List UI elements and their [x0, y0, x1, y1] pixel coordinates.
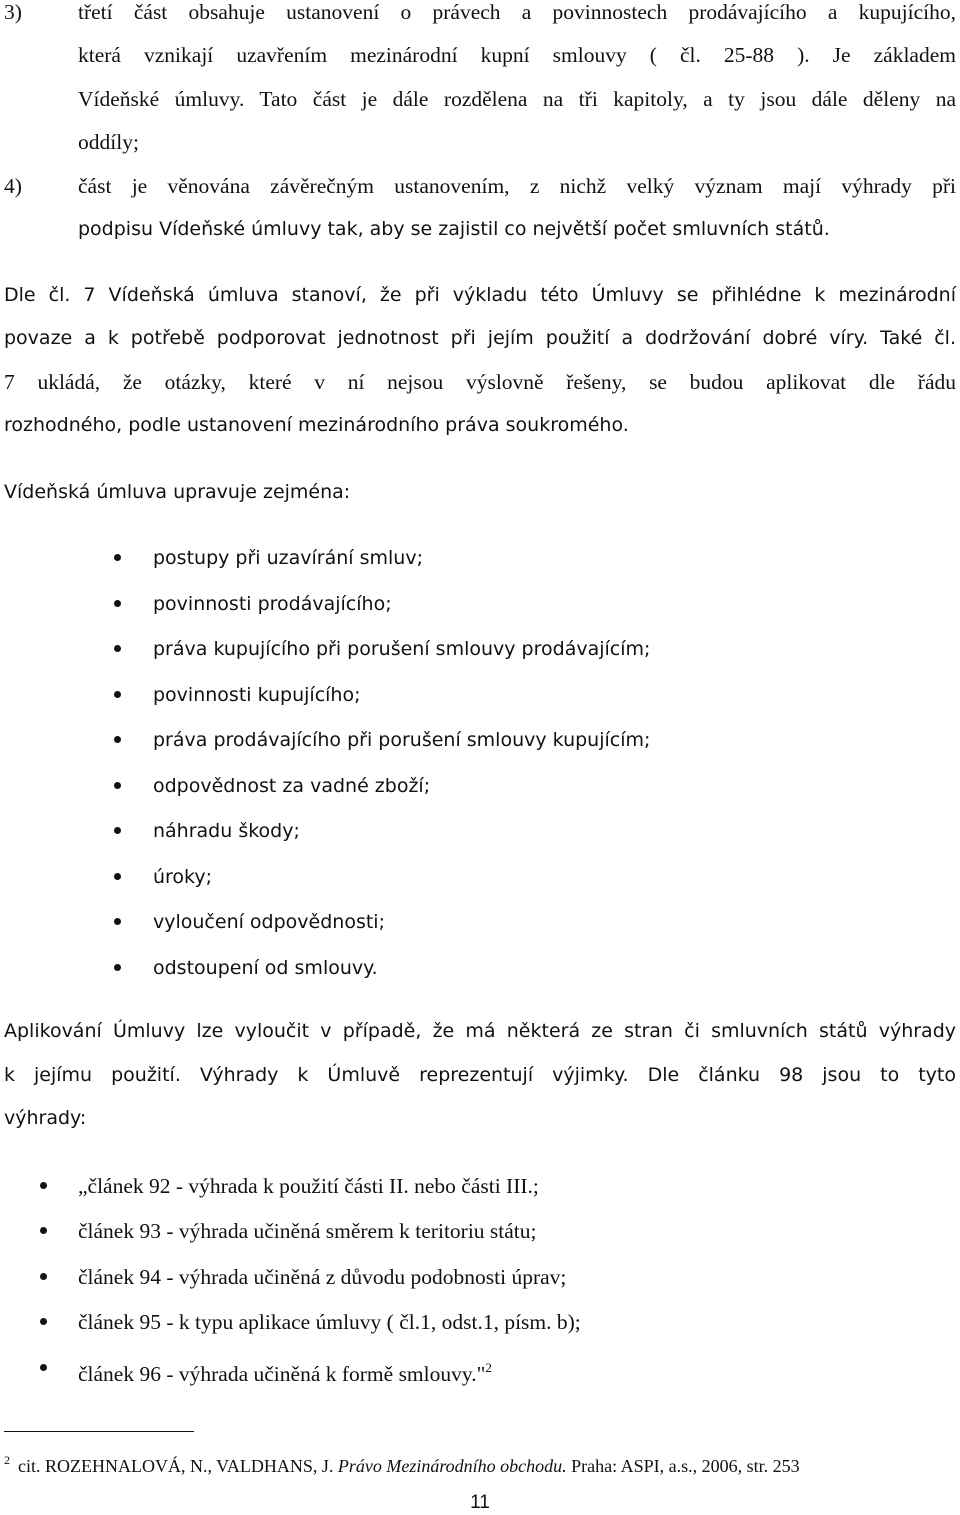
- list-item-text: „článek 92 - výhrada k použití části II. nebo části III.;: [78, 1174, 539, 1198]
- bullet-icon: [40, 1364, 47, 1371]
- list-item-text: odpovědnost za vadné zboží;: [153, 775, 431, 797]
- list-item-text: náhradu škody;: [153, 820, 300, 842]
- list-item-text: povinnosti prodávajícího;: [153, 593, 392, 615]
- footnote-separator: [4, 1431, 194, 1432]
- bullet-icon: [40, 1227, 47, 1234]
- list-item-text: práva prodávajícího při porušení smlouvy kupujícím;: [153, 729, 651, 751]
- list-item-text: povinnosti kupujícího;: [153, 684, 361, 706]
- footnote-suffix: Praha: ASPI, a.s., 2006, str. 253: [566, 1456, 800, 1476]
- footnote-number: 2: [4, 1453, 10, 1467]
- bullet-icon: [114, 600, 121, 607]
- bullet-icon: [114, 782, 121, 789]
- list-item-text: článek 93 - výhrada učiněná směrem k teritoriu státu;: [78, 1219, 537, 1243]
- list-item-text: vyloučení odpovědnosti;: [153, 911, 385, 933]
- footnote-reference: 2: [485, 1360, 492, 1375]
- item-number-3: 3): [4, 0, 22, 24]
- list-item-text: úroky;: [153, 866, 213, 888]
- item-3-line-1: třetí část obsahuje ustanovení o právech a povinnostech prodávajícího a kupujícího,: [78, 0, 956, 24]
- bullet-icon: [114, 691, 121, 698]
- list-item-text: článek 94 - výhrada učiněná z důvodu podobnosti úprav;: [78, 1265, 567, 1289]
- art7-line-3: 7 ukládá, že otázky, které v ní nejsou výslovně řešeny, se budou aplikovat dle řádu: [4, 370, 956, 394]
- footnote-prefix: cit. ROZEHNALOVÁ, N., VALDHANS, J.: [18, 1456, 338, 1476]
- bullet-icon: [40, 1318, 47, 1325]
- bullet-icon: [114, 964, 121, 971]
- exclusion-line-2: k jejímu použití. Výhrady k Úmluvě reprezentují výjimky. Dle článku 98 jsou to tyto: [4, 1064, 956, 1086]
- art7-line-1: Dle čl. 7 Vídeňská úmluva stanoví, že při výkladu této Úmluvy se přihlédne k mezinárodní: [4, 284, 956, 306]
- bullet-icon: [114, 554, 121, 561]
- item-4-line-1: část je věnována závěrečným ustanovením, z nichž velký význam mají výhrady při: [78, 174, 956, 198]
- list-item-text: postupy při uzavírání smluv;: [153, 547, 423, 569]
- bullet-icon: [40, 1182, 47, 1189]
- bullet-icon: [114, 827, 121, 834]
- item-3-line-4: oddíly;: [78, 130, 139, 154]
- art7-line-2: povaze a k potřebě podporovat jednotnost při jejím použití a dodržování dobré víry. Také čl.: [4, 327, 956, 349]
- footnote-title: Právo Mezinárodního obchodu.: [337, 1456, 567, 1476]
- list-item-text: odstoupení od smlouvy.: [153, 957, 378, 979]
- list-item-text: článek 95 - k typu aplikace úmluvy ( čl.1, odst.1, písm. b);: [78, 1310, 581, 1334]
- list-intro: Vídeňská úmluva upravuje zejména:: [4, 481, 351, 503]
- list-item-text: [78, 1353, 492, 1389]
- page-number: 11: [470, 1492, 490, 1513]
- item-number-4: 4): [4, 174, 22, 198]
- item-3-line-3: Vídeňské úmluvy. Tato část je dále rozdělena na tři kapitoly, a ty jsou dále děleny na: [78, 87, 956, 111]
- bullet-icon: [114, 736, 121, 743]
- exclusion-line-3: výhrady:: [4, 1107, 87, 1129]
- art7-line-4: rozhodného, podle ustanovení mezinárodního práva soukromého.: [4, 414, 629, 436]
- list-item-text-content: článek 96 - výhrada učiněná k formě smlouvy.": [78, 1362, 486, 1386]
- bullet-icon: [114, 918, 121, 925]
- bullet-icon: [114, 873, 121, 880]
- exclusion-line-1: Aplikování Úmluvy lze vyloučit v případě, že má některá ze stran či smluvních států výhrady: [4, 1020, 956, 1042]
- footnote: [4, 1448, 800, 1478]
- bullet-icon: [40, 1273, 47, 1280]
- list-item-text: práva kupujícího při porušení smlouvy prodávajícím;: [153, 638, 651, 660]
- item-4-line-2: podpisu Vídeňské úmluvy tak, aby se zajistil co největší počet smluvních států.: [78, 218, 830, 240]
- item-3-line-2: která vznikají uzavřením mezinárodní kupní smlouvy ( čl. 25-88 ). Je základem: [78, 43, 956, 67]
- bullet-icon: [114, 645, 121, 652]
